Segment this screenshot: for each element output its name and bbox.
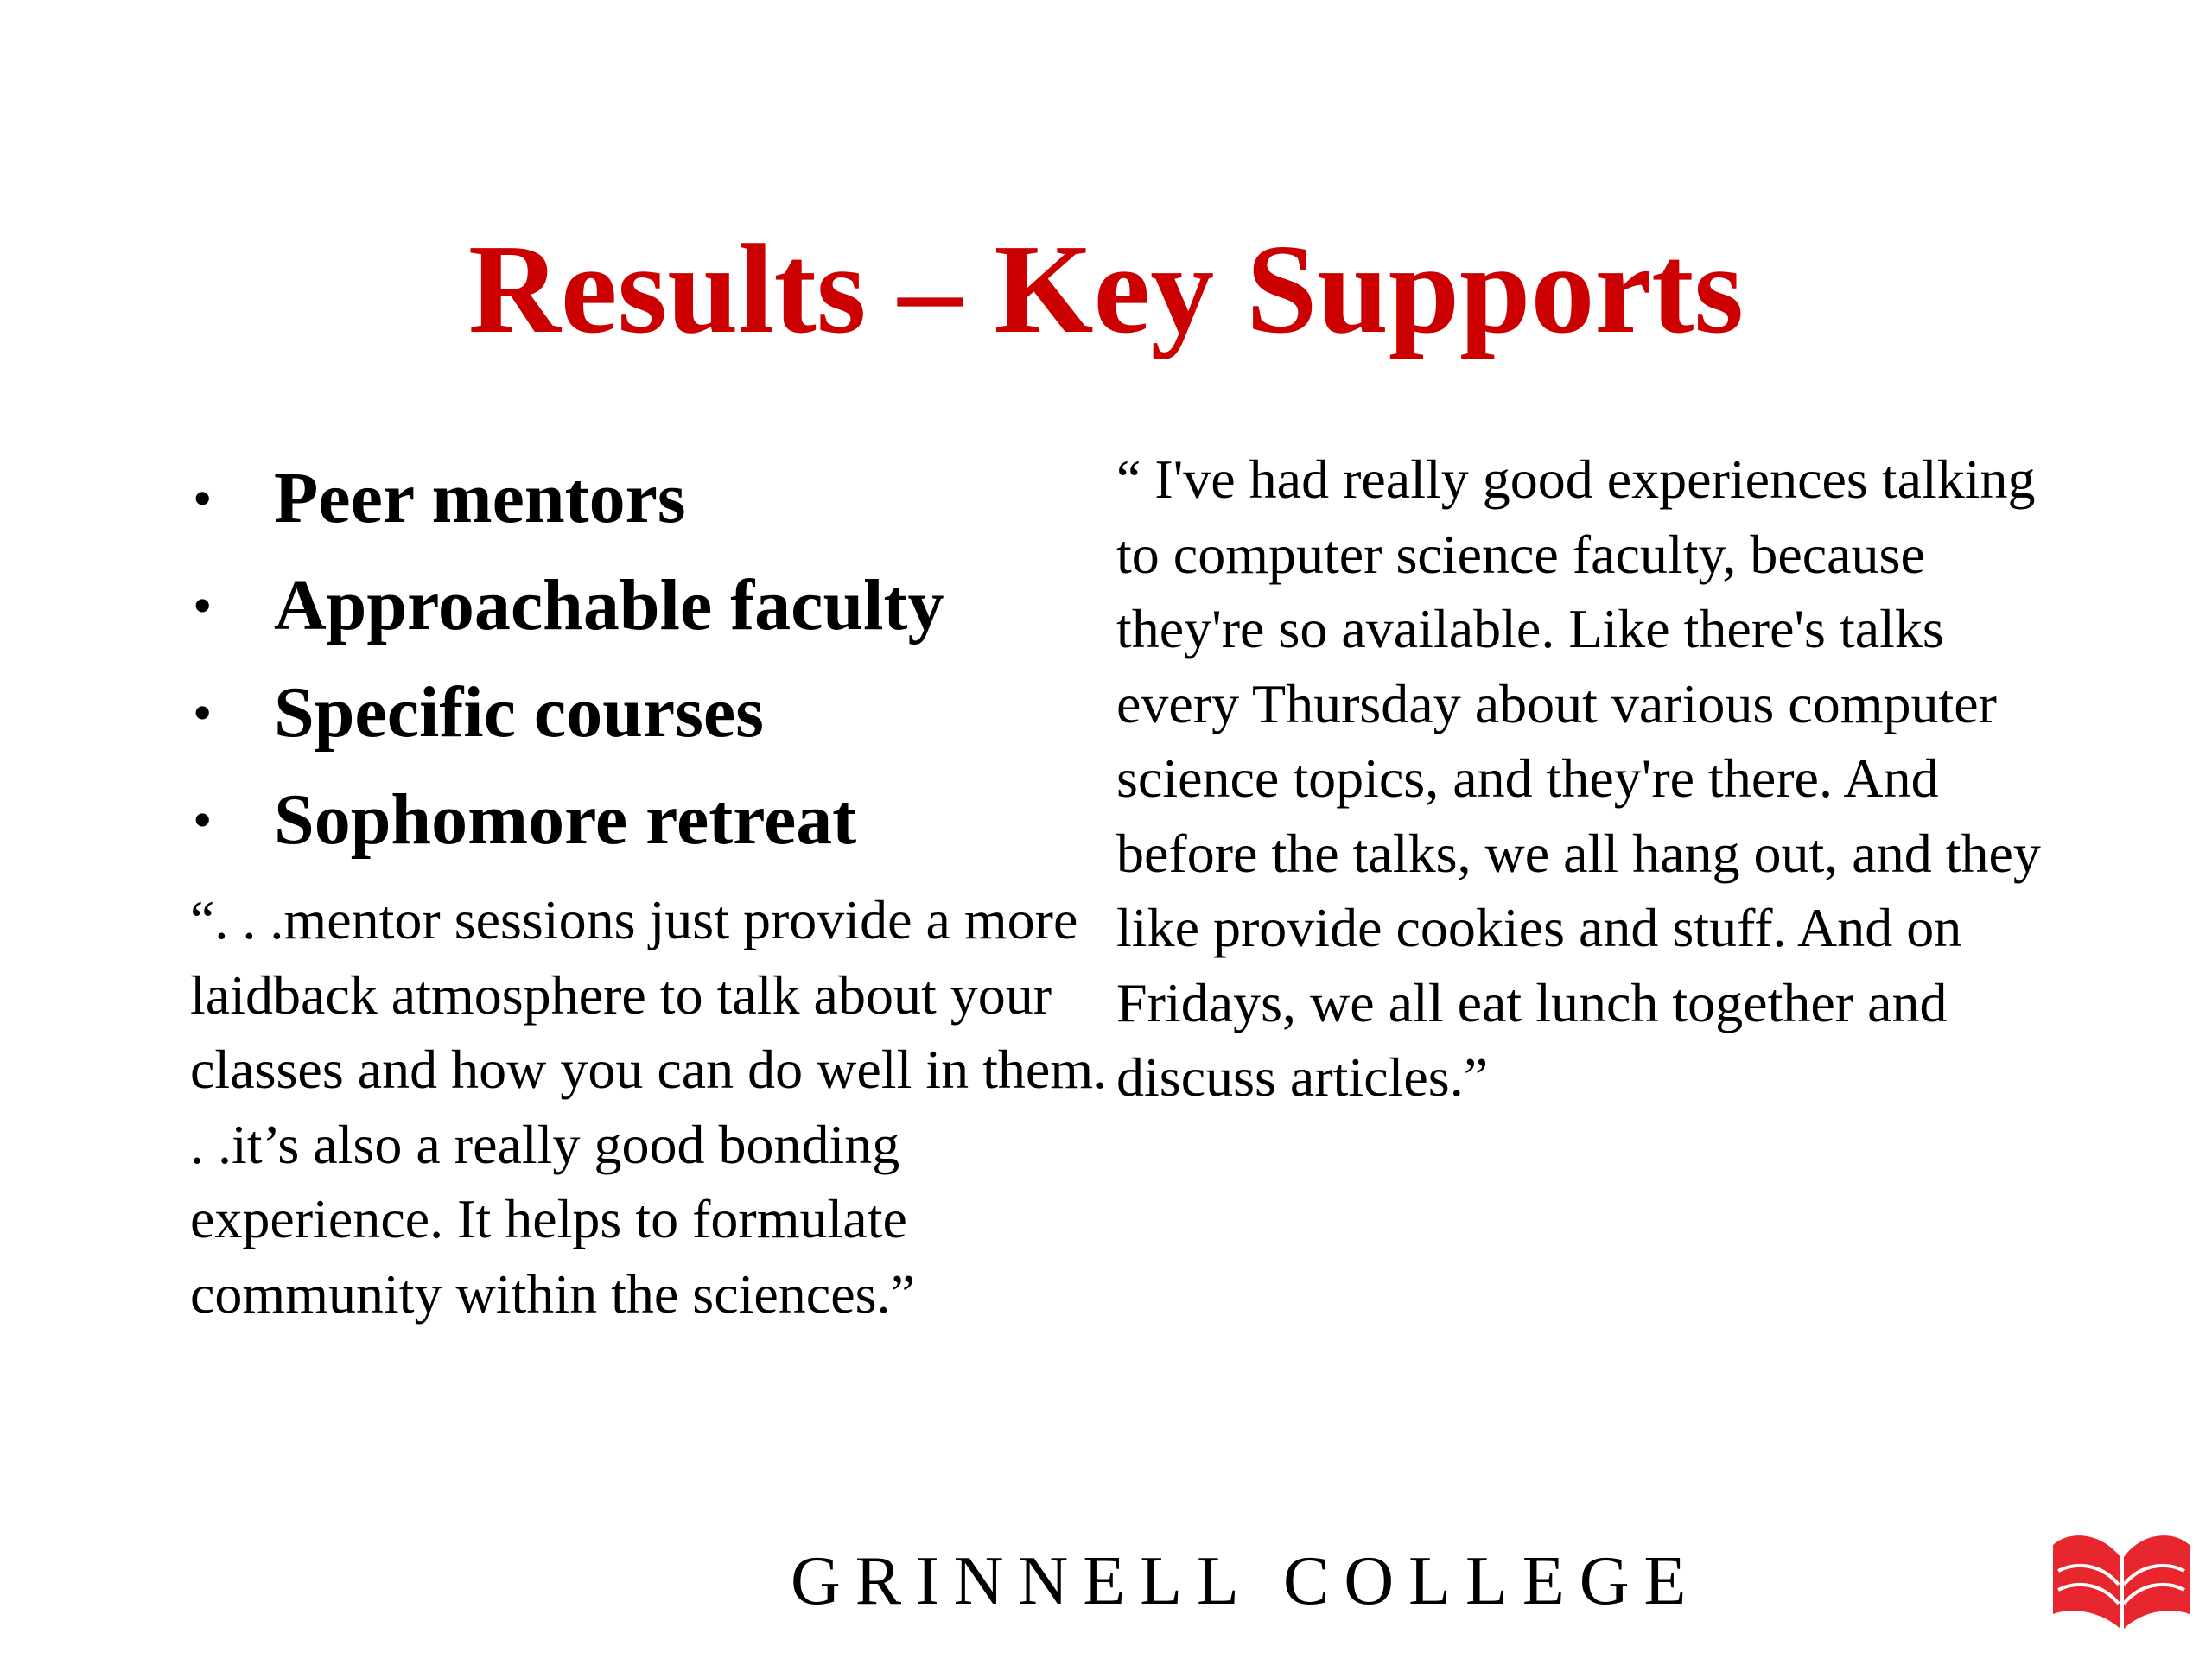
bullet-marker: • — [193, 575, 213, 636]
bullet-text: Peer mentors — [274, 458, 686, 538]
bullet-item — [177, 659, 944, 766]
bullet-text: Approachable faculty — [274, 565, 944, 645]
grinnell-book-logo-icon — [2048, 1521, 2195, 1633]
bullet-marker: • — [193, 789, 213, 850]
bullet-text: Sophomore retreat — [274, 779, 857, 860]
bullet-item — [177, 445, 944, 552]
mentor-quote: “. . .mentor sessions just provide a more laidback atmosphere to talk about your classes and how you can do well in them. . .it’s also a really good bonding experience. It helps to formulate community within the sciences.” — [190, 889, 1108, 1325]
faculty-quote: “ I've had really good experiences talking to computer science faculty, because they're so available. Like there's talks every Thursday about various computer science topics, and they're there. And before the talks, we all hang out, and they like provide cookies and stuff. And on Fridays, we all eat lunch together and discuss articles.” — [1116, 448, 2041, 1108]
bullet-item — [177, 766, 944, 874]
bullet-marker: • — [193, 467, 213, 529]
bullet-text: Specific courses — [274, 672, 764, 753]
key-supports-list — [177, 445, 944, 874]
college-name-footer: GRINNELL COLLEGE — [791, 1543, 1701, 1619]
slide-title: Results – Key Supports — [467, 219, 1745, 360]
bullet-item — [177, 552, 944, 659]
bullet-marker: • — [193, 682, 213, 743]
